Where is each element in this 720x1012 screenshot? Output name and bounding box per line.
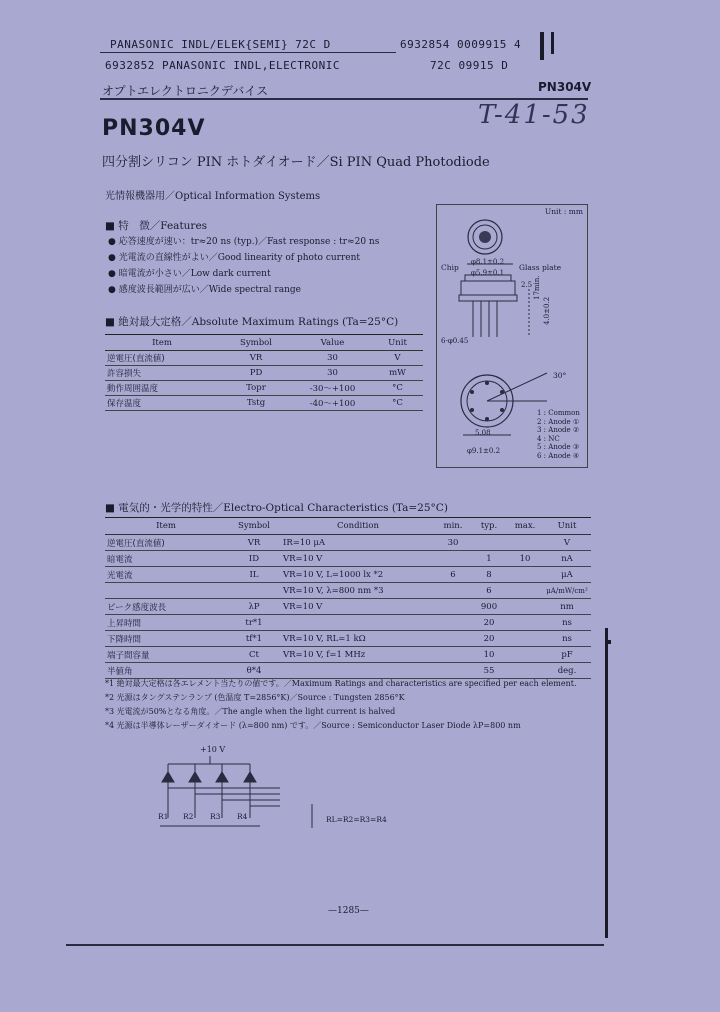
eoc-cell: IR=10 μA <box>281 535 435 551</box>
eoc-cell: 6 <box>435 567 471 583</box>
eoc-cell <box>435 615 471 631</box>
subtitle: 四分割シリコン PIN ホトダイオード／Si PIN Quad Photodiode <box>102 155 490 170</box>
amr-cell: Topr <box>219 381 293 396</box>
eoc-cell: VR=10 V, L=1000 lx *2 <box>281 567 435 583</box>
dim-label: φ9.1±0.2 <box>467 447 501 455</box>
scan-tick <box>605 640 611 644</box>
eoc-col-symbol: Symbol <box>227 518 281 535</box>
eoc-cell <box>507 663 543 679</box>
eoc-table <box>105 517 591 679</box>
eoc-cell: VR=10 V, f=1 MHz <box>281 647 435 663</box>
eoc-cell <box>435 551 471 567</box>
eoc-cell <box>435 599 471 615</box>
amr-cell: VR <box>219 351 293 366</box>
part-number-tab: PN304V <box>538 80 592 94</box>
pin-item: 4 : NC <box>537 434 560 443</box>
handwritten-code: T-41-53 <box>478 100 590 130</box>
eoc-cell: 半値角 <box>105 663 227 679</box>
eoc-cell: 55 <box>471 663 507 679</box>
chip-label: Chip <box>441 263 459 272</box>
eoc-cell <box>507 567 543 583</box>
table-row <box>105 551 591 567</box>
table-row <box>105 615 591 631</box>
eoc-cell: 暗電流 <box>105 551 227 567</box>
header-line-1: PANASONIC INDL/ELEK{SEMI} 72C D <box>110 38 331 51</box>
eoc-cell: 20 <box>471 631 507 647</box>
eoc-cell: ns <box>543 615 591 631</box>
table-row <box>105 381 423 396</box>
amr-cell: °C <box>372 396 423 411</box>
amr-col-value: Value <box>293 335 372 351</box>
pin-item: 2 : Anode ① <box>537 417 580 426</box>
eoc-col-condition: Condition <box>281 518 435 535</box>
angle-label: 30° <box>553 371 567 380</box>
eoc-cell: deg. <box>543 663 591 679</box>
feature-item: ● 応答速度が速い：tr≈20 ns (typ.)／Fast response : tr≈20 ns <box>108 237 380 247</box>
eoc-cell: λP <box>227 599 281 615</box>
scan-bar <box>605 628 608 938</box>
features-heading: ■ 特 徴／Features <box>105 220 208 232</box>
note-1: *1 絶対最大定格は各エレメント当たりの値です。／Maximum Ratings and characteristics are specified per each element. <box>105 679 577 688</box>
eoc-cell: 上昇時間 <box>105 615 227 631</box>
amr-cell: 30 <box>293 366 372 381</box>
table-row <box>105 599 591 615</box>
eoc-cell: IL <box>227 567 281 583</box>
amr-cell: mW <box>372 366 423 381</box>
eoc-cell <box>227 583 281 599</box>
amr-col-item: Item <box>105 335 219 351</box>
eoc-cell: Ct <box>227 647 281 663</box>
header-bar-2 <box>551 32 554 54</box>
eoc-col-max: max. <box>507 518 543 535</box>
amr-cell: Tstg <box>219 396 293 411</box>
application: 光情報機器用／Optical Information Systems <box>105 191 321 202</box>
pin-list <box>537 409 580 460</box>
table-row <box>105 647 591 663</box>
leads-label: 6-φ0.45 <box>441 337 469 345</box>
page-number: —1285— <box>328 906 369 916</box>
eoc-cell <box>471 535 507 551</box>
table-row <box>105 366 423 381</box>
table-row <box>105 535 591 551</box>
unit-label: Unit : mm <box>544 207 583 216</box>
eoc-cell <box>507 583 543 599</box>
amr-col-unit: Unit <box>372 335 423 351</box>
amr-table <box>105 334 423 411</box>
eoc-cell: 10 <box>471 647 507 663</box>
circuit-r1: R1 <box>158 812 169 821</box>
eoc-cell: μA/mW/cm² <box>543 583 591 599</box>
eoc-cell: 900 <box>471 599 507 615</box>
eoc-cell: 6 <box>471 583 507 599</box>
table-row <box>105 351 423 366</box>
pin-item: 3 : Anode ② <box>537 426 580 434</box>
eoc-cell: ns <box>543 631 591 647</box>
amr-col-symbol: Symbol <box>219 335 293 351</box>
eoc-cell <box>435 583 471 599</box>
eoc-cell: VR=10 V <box>281 551 435 567</box>
feature-item: ● 感度波長範囲が広い／Wide spectral range <box>108 285 301 295</box>
scan-bottom-edge <box>66 944 604 946</box>
amr-cell: 保存温度 <box>105 396 219 411</box>
dim-label: φ8.1±0.2 <box>471 258 505 266</box>
eoc-cell: ピーク感度波長 <box>105 599 227 615</box>
feature-item: ● 光電流の直線性がよい／Good linearity of photo current <box>108 253 361 263</box>
amr-cell: PD <box>219 366 293 381</box>
circuit-equation: RL=R2=R3=R4 <box>326 815 387 824</box>
eoc-cell: 下降時間 <box>105 631 227 647</box>
header-underline <box>100 52 396 53</box>
eoc-cell: VR=10 V, RL=1 kΩ <box>281 631 435 647</box>
eoc-cell: 8 <box>471 567 507 583</box>
dim-label: 4.0±0.2 <box>543 296 551 325</box>
circuit-r4: R4 <box>237 812 248 821</box>
table-row <box>105 567 591 583</box>
eoc-cell <box>281 663 435 679</box>
circuit-diagram <box>150 748 330 834</box>
eoc-cell: 端子間容量 <box>105 647 227 663</box>
amr-cell: V <box>372 351 423 366</box>
eoc-cell: VR=10 V, λ=800 nm *3 <box>281 583 435 599</box>
eoc-cell <box>105 583 227 599</box>
eoc-cell <box>507 647 543 663</box>
header-line-2: 6932852 PANASONIC INDL,ELECTRONIC <box>105 59 341 72</box>
pitch-label: 5.08 <box>475 429 491 437</box>
table-row <box>105 583 591 599</box>
eoc-cell: V <box>543 535 591 551</box>
circuit-r3: R3 <box>210 812 221 821</box>
amr-cell: 動作周囲温度 <box>105 381 219 396</box>
amr-cell: -40～+100 <box>293 396 372 411</box>
eoc-cell: 光電流 <box>105 567 227 583</box>
eoc-cell: tr*1 <box>227 615 281 631</box>
eoc-cell: 1 <box>471 551 507 567</box>
package-drawing <box>436 204 588 468</box>
eoc-cell: nm <box>543 599 591 615</box>
glass-label: Glass plate <box>519 263 562 272</box>
eoc-cell <box>435 631 471 647</box>
pin-item: 1 : Common <box>537 409 580 417</box>
eoc-cell <box>435 647 471 663</box>
eoc-cell: pF <box>543 647 591 663</box>
eoc-cell: ID <box>227 551 281 567</box>
eoc-cell <box>507 599 543 615</box>
note-3: *3 光電流が50%となる角度。／The angle when the light current is halved <box>105 707 396 716</box>
eoc-cell: tf*1 <box>227 631 281 647</box>
header-code-1: 6932854 0009915 4 <box>400 38 522 51</box>
eoc-col-typ: typ. <box>471 518 507 535</box>
note-2: *2 光源はタングステンランプ (色温度 T=2856°K)／Source : Tungsten 2856°K <box>105 693 405 702</box>
amr-heading: ■ 絶対最大定格／Absolute Maximum Ratings (Ta=25°C) <box>105 316 399 328</box>
dim-label: 17min. <box>533 275 541 300</box>
amr-cell: 許容損失 <box>105 366 219 381</box>
eoc-cell <box>507 535 543 551</box>
dim-label: φ5.9±0.1 <box>471 269 505 277</box>
header-bar-1 <box>540 32 544 60</box>
eoc-col-min: min. <box>435 518 471 535</box>
table-row <box>105 396 423 411</box>
eoc-heading: ■ 電気的・光学的特性／Electro-Optical Characteristics (Ta=25°C) <box>105 502 448 514</box>
eoc-cell: VR <box>227 535 281 551</box>
eoc-cell <box>507 631 543 647</box>
eoc-cell: 10 <box>507 551 543 567</box>
part-number-title: PN304V <box>102 116 206 141</box>
pin-item: 6 : Anode ④ <box>537 451 580 460</box>
eoc-cell <box>281 615 435 631</box>
eoc-col-item: Item <box>105 518 227 535</box>
eoc-cell: 20 <box>471 615 507 631</box>
circuit-r2: R2 <box>183 812 194 821</box>
eoc-cell <box>435 663 471 679</box>
amr-cell: -30～+100 <box>293 381 372 396</box>
eoc-cell: θ*4 <box>227 663 281 679</box>
eoc-cell: μA <box>543 567 591 583</box>
eoc-cell: nA <box>543 551 591 567</box>
amr-cell: 30 <box>293 351 372 366</box>
table-row <box>105 631 591 647</box>
eoc-cell: 逆電圧(直流値) <box>105 535 227 551</box>
eoc-cell <box>507 615 543 631</box>
circuit-vcc: +10 V <box>200 745 226 754</box>
header-code-2: 72C 09915 D <box>430 59 509 72</box>
category-label: オプトエレクトロニクデバイス <box>102 84 269 98</box>
amr-cell: 逆電圧(直流値) <box>105 351 219 366</box>
pin-item: 5 : Anode ③ <box>537 443 580 451</box>
feature-item: ● 暗電流が小さい／Low dark current <box>108 269 271 279</box>
eoc-cell: VR=10 V <box>281 599 435 615</box>
eoc-col-unit: Unit <box>543 518 591 535</box>
note-4: *4 光源は半導体レーザーダイオード (λ=800 nm) です。／Source : Semiconductor Laser Diode λP=800 nm <box>105 721 521 730</box>
eoc-cell: 30 <box>435 535 471 551</box>
table-row <box>105 663 591 679</box>
dim-label: 2.5 <box>521 281 533 289</box>
amr-cell: °C <box>372 381 423 396</box>
